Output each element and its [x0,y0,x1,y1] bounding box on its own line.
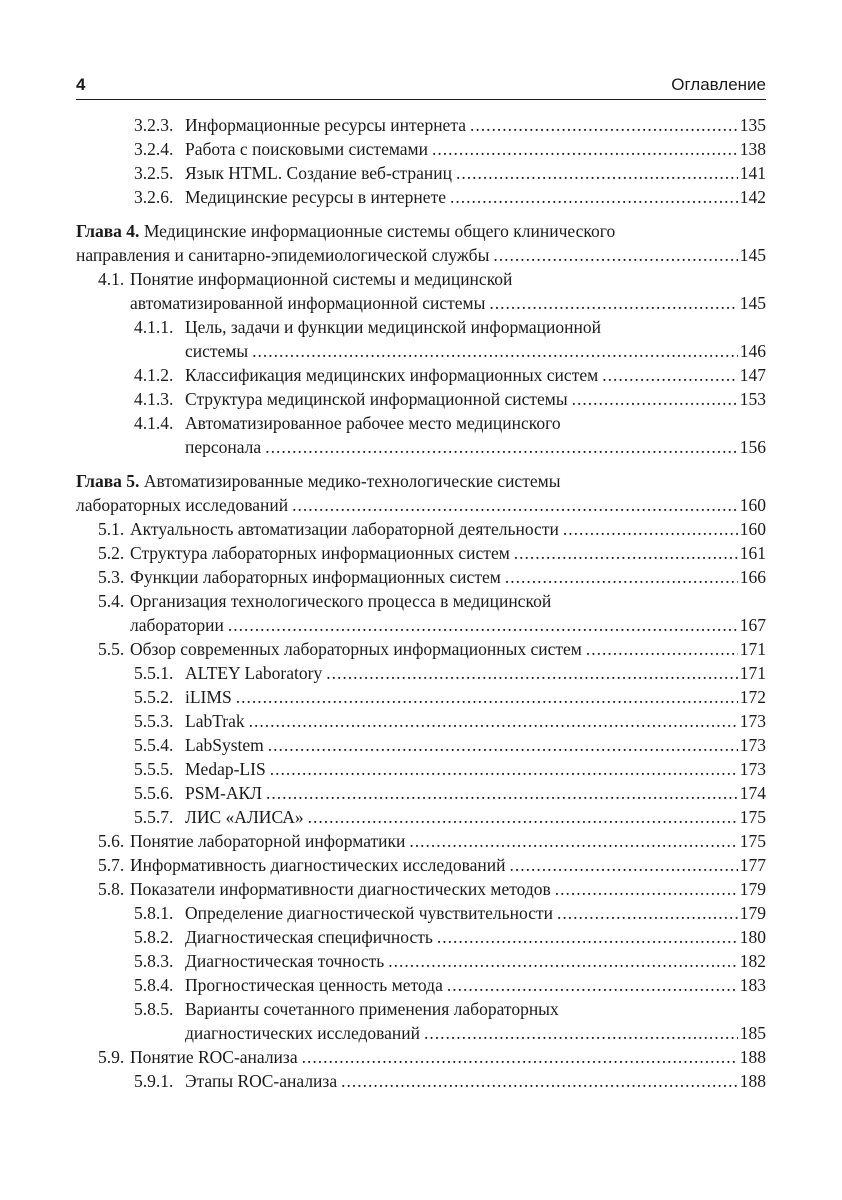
entry-title-line2: автоматизированной информационной системы [130,293,486,313]
entry-title: Информационные ресурсы интернета [185,115,466,135]
dot-leader [470,113,738,137]
dot-leader [514,541,738,565]
entry-number: 5.5.7. [134,807,174,827]
entry-number: 4.1.4. [134,413,174,433]
toc-entry-4-1[interactable] [76,267,766,315]
entry-number: 5.8.4. [134,975,174,995]
entry-title-line2: персонала [185,437,262,457]
entry-number: 5.7. [98,855,125,875]
toc-entry-5-1[interactable] [76,517,766,541]
dot-leader [326,661,738,685]
toc-entry-5-2[interactable] [76,541,766,565]
entry-page: 160 [739,495,766,515]
entry-title-line1: Понятие информационной системы и медицинской [130,269,513,289]
entry-page: 177 [739,855,766,875]
entry-number: 3.2.5. [134,163,174,183]
entry-title-line1: Автоматизированное рабочее место медицинского [185,413,561,433]
entry-page: 135 [739,115,766,135]
entry-number: 5.5.5. [134,759,174,779]
toc-entry-5-5-1[interactable] [76,661,766,685]
entry-number: 5.6. [98,831,125,851]
entry-number: 5.4. [98,591,125,611]
entry-number: 5.1. [98,519,125,539]
entry-number: 5.9.1. [134,1071,174,1091]
toc-entry-5-8-2[interactable] [76,925,766,949]
entry-page: 171 [739,663,766,683]
dot-leader [586,637,738,661]
entry-title: Классификация медицинских информационных систем [185,365,599,385]
toc-entry-5-9-1[interactable] [76,1069,766,1093]
toc-entry-5-8[interactable] [76,877,766,901]
toc-entry-5-8-5[interactable] [76,997,766,1045]
toc-entry-5-8-4[interactable] [76,973,766,997]
entry-page: 173 [739,759,766,779]
entry-title: Актуальность автоматизации лабораторной деятельности [130,519,559,539]
entry-page: 153 [739,389,766,409]
entry-number: 5.8.2. [134,927,174,947]
entry-number: 5.2. [98,543,125,563]
entry-title: Структура лабораторных информационных систем [130,543,510,563]
dot-leader [265,435,738,459]
dot-leader [555,877,738,901]
entry-title: Показатели информативности диагностических методов [130,879,551,899]
entry-title: Определение диагностической чувствительности [185,903,553,923]
dot-leader [228,613,738,637]
entry-number: 5.8. [98,879,125,899]
dot-leader [249,709,738,733]
entry-page: 145 [739,245,766,265]
entry-number: 4.1.1. [134,317,174,337]
entry-page: 172 [739,687,766,707]
entry-page: 147 [739,365,766,385]
entry-page: 183 [739,975,766,995]
entry-title: Medap-LIS [185,759,266,779]
toc-entry-5-5[interactable] [76,637,766,661]
entry-number: 5.8.5. [134,999,174,1019]
dot-leader [270,757,738,781]
chapter-label: Глава 5. [76,471,140,491]
dot-leader [450,185,738,209]
entry-page: 141 [739,163,766,183]
entry-title: Функции лабораторных информационных систем [130,567,501,587]
entry-title: Обзор современных лабораторных информационных систем [130,639,582,659]
entry-title-line2: лаборатории [130,615,224,635]
running-title: Оглавление [671,75,766,94]
toc-entry-4-1-4[interactable] [76,411,766,459]
dot-leader [557,901,738,925]
entry-page: 145 [739,293,766,313]
entry-number: 5.8.3. [134,951,174,971]
dot-leader [509,853,737,877]
entry-title-line2: диагностических исследований [185,1023,421,1043]
entry-page: 179 [739,903,766,923]
entry-page: 166 [739,567,766,587]
dot-leader [456,161,738,185]
toc-entry-5-7[interactable] [76,853,766,877]
running-header [76,74,766,96]
toc-entry-5-8-1[interactable] [76,901,766,925]
entry-number: 3.2.6. [134,187,174,207]
toc-entry-4-1-2[interactable] [76,363,766,387]
entry-number: 5.8.1. [134,903,174,923]
toc-entry-5-3[interactable] [76,565,766,589]
toc-entry-5-9[interactable] [76,1045,766,1069]
entry-page: 138 [739,139,766,159]
entry-title: LabSystem [185,735,264,755]
entry-page: 173 [739,735,766,755]
entry-title: Понятие ROC-анализа [130,1047,298,1067]
dot-leader [308,805,738,829]
entry-number: 5.5.1. [134,663,174,683]
dot-leader [505,565,738,589]
entry-title: Структура медицинской информационной системы [185,389,568,409]
toc-entry-5-8-3[interactable] [76,949,766,973]
entry-number: 4.1.2. [134,365,174,385]
entry-page: 171 [739,639,766,659]
entry-page: 173 [739,711,766,731]
chapter-title-line1: Медицинские информационные системы общего клинического [143,221,616,241]
header-rule [76,99,766,100]
entry-page: 174 [739,783,766,803]
entry-page: 160 [739,519,766,539]
entry-title: Информативность диагностических исследований [130,855,506,875]
dot-leader [447,973,738,997]
dot-leader [388,949,738,973]
entry-number: 5.5. [98,639,125,659]
dot-leader [252,339,738,363]
entry-page: 161 [739,543,766,563]
toc-chapter-5[interactable] [76,469,766,517]
dot-leader [432,137,738,161]
toc-entry-3-2-6[interactable] [76,185,766,209]
entry-number: 5.5.4. [134,735,174,755]
dot-leader [268,733,738,757]
chapter-title-line1: Автоматизированные медико-технологические системы [143,471,561,491]
entry-page: 156 [739,437,766,457]
table-of-contents [76,113,766,1093]
entry-title: Медицинские ресурсы в интернете [185,187,446,207]
entry-page: 167 [739,615,766,635]
toc-entry-3-2-3[interactable] [76,113,766,137]
dot-leader [489,291,737,315]
toc-entry-5-5-3[interactable] [76,709,766,733]
entry-number: 5.5.3. [134,711,174,731]
toc-entry-3-2-5[interactable] [76,161,766,185]
toc-entry-5-6[interactable] [76,829,766,853]
entry-number: 3.2.3. [134,115,174,135]
entry-number: 5.9. [98,1047,125,1067]
entry-title-line1: Цель, задачи и функции медицинской информационной [185,317,601,337]
entry-number: 3.2.4. [134,139,174,159]
page-number: 4 [76,75,86,94]
toc-entry-5-5-2[interactable] [76,685,766,709]
toc-entry-5-5-6[interactable] [76,781,766,805]
toc-entry-4-1-3[interactable] [76,387,766,411]
entry-title: Понятие лабораторной информатики [130,831,406,851]
entry-title: Работа с поисковыми системами [185,139,428,159]
dot-leader [409,829,737,853]
toc-entry-5-5-4[interactable] [76,733,766,757]
dot-leader [266,781,738,805]
entry-page: 175 [739,807,766,827]
dot-leader [563,517,738,541]
entry-page: 185 [739,1023,766,1043]
entry-number: 5.5.2. [134,687,174,707]
entry-title: iLIMS [185,687,232,707]
entry-title: Диагностическая специфичность [185,927,433,947]
entry-page: 175 [739,831,766,851]
dot-leader [493,243,737,267]
entry-page: 179 [739,879,766,899]
entry-page: 188 [739,1047,766,1067]
entry-title: Этапы ROC-анализа [185,1071,338,1091]
entry-page: 188 [739,1071,766,1091]
dot-leader [437,925,738,949]
entry-title: Язык HTML. Создание веб-страниц [185,163,453,183]
dot-leader [302,1045,738,1069]
entry-title: ALTEY Laboratory [185,663,323,683]
entry-title: Прогностическая ценность метода [185,975,443,995]
dot-leader [292,493,738,517]
entry-title: LabTrak [185,711,245,731]
chapter-title-line2: направления и санитарно-эпидемиологической службы [76,245,490,265]
entry-page: 180 [739,927,766,947]
dot-leader [236,685,738,709]
dot-leader [602,363,738,387]
entry-title: Диагностическая точность [185,951,385,971]
entry-page: 142 [739,187,766,207]
chapter-label: Глава 4. [76,221,140,241]
toc-entry-5-4[interactable] [76,589,766,637]
entry-title-line1: Варианты сочетанного применения лабораторных [185,999,559,1019]
entry-title-line2: системы [185,341,249,361]
entry-title: PSM-АКЛ [185,783,263,803]
entry-title: ЛИС «АЛИСА» [185,807,304,827]
entry-number: 5.3. [98,567,125,587]
entry-number: 4.1.3. [134,389,174,409]
entry-title-line1: Организация технологического процесса в медицинской [130,591,552,611]
toc-entry-4-1-1[interactable] [76,315,766,363]
dot-leader [341,1069,738,1093]
dot-leader [424,1021,738,1045]
toc-entry-3-2-4[interactable] [76,137,766,161]
entry-page: 146 [739,341,766,361]
entry-number: 4.1. [98,269,125,289]
dot-leader [572,387,738,411]
entry-number: 5.5.6. [134,783,174,803]
entry-page: 182 [739,951,766,971]
toc-entry-5-5-7[interactable] [76,805,766,829]
toc-chapter-4[interactable] [76,219,766,267]
chapter-title-line2: лабораторных исследований [76,495,289,515]
toc-entry-5-5-5[interactable] [76,757,766,781]
